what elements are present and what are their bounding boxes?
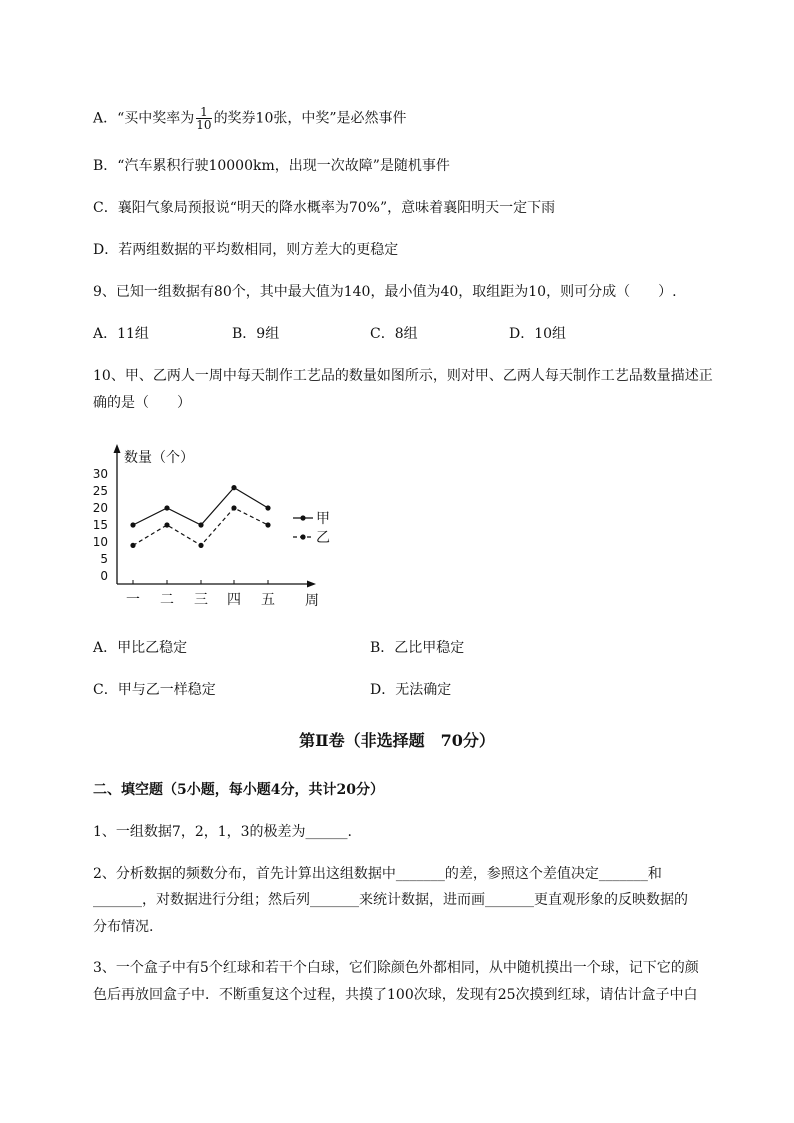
fraction-denominator: 10 (196, 118, 212, 132)
fill-q2-line3: 分布情况. (93, 919, 154, 935)
data-point (198, 522, 203, 527)
fill-q2-line1: 2、分析数据的频数分布，首先计算出这组数据中_______的差，参照这个差值决定_______和 (93, 866, 662, 882)
q10-option-d: D．无法确定 (370, 682, 452, 698)
data-point (130, 543, 135, 548)
fraction (196, 106, 211, 131)
fill-q2-line2: _______，对数据进行分组；然后列_______来统计数据，进而画_______更直观形象的反映数据的 (93, 892, 688, 908)
data-point (164, 505, 169, 510)
q8-option-c: C．襄阳气象局预报说“明天的降水概率为70%”，意味着襄阳明天一定下雨 (93, 200, 556, 216)
q10-option-b: B．乙比甲稳定 (370, 640, 465, 656)
x-axis-arrow (307, 581, 316, 588)
x-tick-label: 一 (126, 592, 140, 608)
x-tick-label: 三 (194, 592, 208, 608)
legend-label: 甲 (316, 511, 330, 527)
q10-option-a: A．甲比乙稳定 (93, 640, 188, 656)
y-tick-label: 5 (100, 552, 108, 566)
data-point (164, 522, 169, 527)
fill-q3-line2: 色后再放回盒子中．不断重复这个过程，共摸了100次球，发现有25次摸到红球，请估计盒子中白 (93, 987, 698, 1003)
q10-stem-line1: 10、甲、乙两人一周中每天制作工艺品的数量如图所示，则对甲、乙两人每天制作工艺品数量描述正 (93, 368, 713, 384)
x-tick-label: 四 (227, 592, 241, 608)
legend-marker (300, 515, 305, 520)
fill-q1: 1、一组数据7，2，1，3的极差为______. (93, 824, 352, 840)
q9-option-a: A．11组 (93, 326, 149, 342)
y-tick-label: 20 (92, 501, 108, 515)
fraction-numerator: 1 (196, 106, 211, 119)
y-tick-label: 0 (100, 569, 108, 583)
y-tick-label: 30 (92, 467, 108, 481)
y-tick-label: 10 (92, 535, 108, 549)
legend-label: 乙 (316, 530, 330, 546)
section-heading: 二、填空题（5小题，每小题4分，共计20分） (93, 782, 384, 798)
series-line-2 (133, 508, 268, 545)
y-tick-label: 25 (92, 484, 108, 498)
data-point (265, 522, 270, 527)
data-point (231, 485, 236, 490)
y-axis-arrow (114, 444, 121, 453)
y-tick-label: 15 (92, 518, 108, 532)
q8-option-b: B．“汽车累积行驶10000km，出现一次故障”是随机事件 (93, 158, 450, 174)
q10-option-c: C．甲与乙一样稳定 (93, 682, 216, 698)
q9-option-d: D．10组 (509, 326, 567, 342)
fill-q3-line1: 3、一个盒子中有5个红球和若干个白球，它们除颜色外都相同，从中随机摸出一个球，记下它的颜 (93, 960, 699, 976)
q9-option-c: C．8组 (370, 326, 418, 342)
series-line-1 (133, 488, 268, 525)
data-point (231, 505, 236, 510)
x-axis-title: 周 (305, 593, 319, 609)
q8-option-a-post: 的奖券10张，中奖”是必然事件 (213, 110, 407, 127)
q8-option-a (93, 106, 407, 131)
x-tick-label: 五 (261, 592, 275, 608)
data-point (130, 522, 135, 527)
q8-option-d: D．若两组数据的平均数相同，则方差大的更稳定 (93, 242, 399, 258)
x-tick-label: 二 (160, 592, 174, 608)
q10-stem-line2: 确的是（ ） (93, 395, 191, 411)
data-point (198, 543, 203, 548)
q9-stem: 9、已知一组数据有80个，其中最大值为140，最小值为40，取组距为10，则可分成（ ）. (93, 284, 677, 300)
y-axis-title: 数量（个） (124, 450, 194, 466)
legend-marker (300, 534, 305, 539)
q8-option-a-pre: A．“买中奖率为 (93, 110, 195, 127)
section-title: 第Ⅱ卷（非选择题 70分） (299, 731, 495, 750)
q9-option-b: B．9组 (232, 326, 280, 342)
data-point (265, 505, 270, 510)
